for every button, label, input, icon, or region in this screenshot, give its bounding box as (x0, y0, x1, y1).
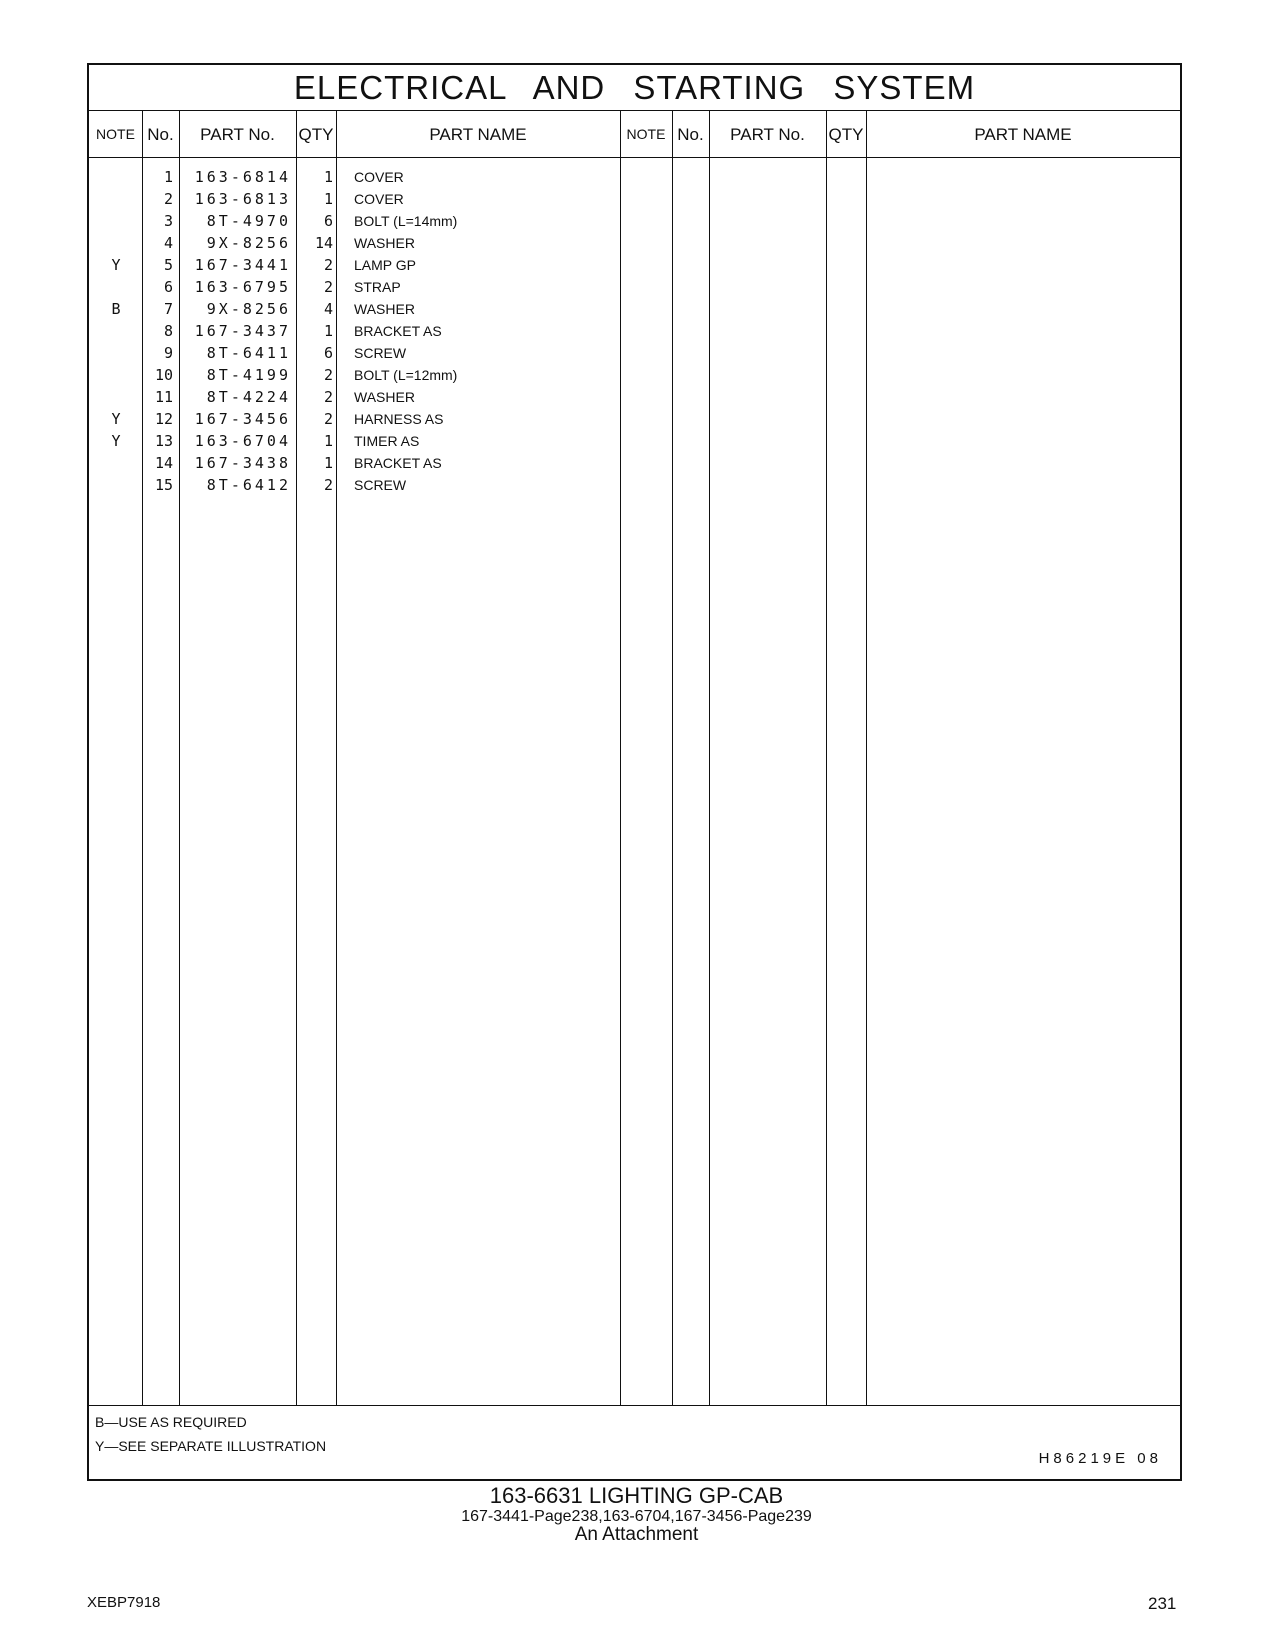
legend-note-y: Y—SEE SEPARATE ILLUSTRATION (95, 1438, 327, 1454)
row-number: 11 (154, 388, 173, 406)
header-qty-left: QTY (296, 111, 336, 158)
row-quantity: 2 (323, 278, 333, 296)
row-quantity: 2 (323, 388, 333, 406)
header-part-name-right: PART NAME (866, 111, 1180, 158)
table-row (89, 320, 649, 343)
table-row (89, 430, 649, 453)
legend-note-b: B—USE AS REQUIRED (95, 1414, 247, 1430)
row-number: 12 (154, 410, 173, 428)
row-part-name: BRACKET AS (354, 455, 442, 471)
row-part-number: 8T-6412 (206, 476, 291, 494)
row-part-name: WASHER (354, 235, 415, 251)
row-quantity: 2 (323, 366, 333, 384)
footer-divider (89, 1405, 1180, 1406)
row-quantity: 1 (323, 454, 333, 472)
parts-sheet (87, 63, 1182, 1481)
row-part-number: 8T-4199 (206, 366, 291, 384)
row-quantity: 6 (323, 212, 333, 230)
header-note-left: NOTE (89, 111, 142, 158)
row-number: 1 (163, 168, 173, 186)
row-part-number: 163-6813 (194, 190, 291, 208)
row-part-name: BRACKET AS (354, 323, 442, 339)
row-note: Y (111, 256, 121, 274)
row-part-name: TIMER AS (354, 433, 420, 449)
row-number: 2 (163, 190, 173, 208)
header-qty-right: QTY (826, 111, 866, 158)
row-part-name: HARNESS AS (354, 411, 444, 427)
header-part-no-right: PART No. (709, 111, 826, 158)
table-row (89, 386, 649, 409)
row-part-number: 163-6795 (194, 278, 291, 296)
table-row (89, 210, 649, 233)
row-part-name: COVER (354, 169, 404, 185)
row-number: 10 (154, 366, 173, 384)
row-part-name: LAMP GP (354, 257, 416, 273)
row-number: 3 (163, 212, 173, 230)
parts-list (89, 158, 1180, 1470)
header-no-right: No. (672, 111, 709, 158)
row-part-number: 167-3441 (194, 256, 291, 274)
header-part-no-left: PART No. (179, 111, 296, 158)
row-part-number: 9X-8256 (206, 300, 291, 318)
table-row (89, 276, 649, 299)
row-number: 8 (163, 322, 173, 340)
table-row (89, 342, 649, 365)
row-number: 7 (163, 300, 173, 318)
row-number: 9 (163, 344, 173, 362)
row-number: 4 (163, 234, 173, 252)
row-quantity: 1 (323, 190, 333, 208)
table-row (89, 408, 649, 431)
header-part-name-left: PART NAME (336, 111, 620, 158)
header-no-left: No. (142, 111, 179, 158)
row-quantity: 2 (323, 256, 333, 274)
header-note-right: NOTE (620, 111, 672, 158)
row-part-name: BOLT (L=14mm) (354, 213, 458, 229)
illustration-code: H86219E 08 (1038, 1450, 1162, 1467)
row-quantity: 2 (323, 476, 333, 494)
row-part-name: WASHER (354, 389, 415, 405)
row-quantity: 1 (323, 168, 333, 186)
row-part-number: 167-3456 (194, 410, 291, 428)
document-id: XEBP7918 (87, 1594, 161, 1611)
row-quantity: 6 (323, 344, 333, 362)
row-note: B (111, 300, 121, 318)
sheet-title: ELECTRICAL AND STARTING SYSTEM (89, 65, 1180, 111)
row-part-number: 8T-4224 (206, 388, 291, 406)
row-part-number: 167-3437 (194, 322, 291, 340)
row-note: Y (111, 410, 121, 428)
row-quantity: 1 (323, 432, 333, 450)
table-row (89, 188, 649, 211)
row-part-name: SCREW (354, 477, 407, 493)
page-number: 231 (1148, 1594, 1177, 1613)
row-number: 13 (154, 432, 173, 450)
row-part-number: 163-6814 (194, 168, 291, 186)
row-note: Y (111, 432, 121, 450)
row-quantity: 2 (323, 410, 333, 428)
row-quantity: 1 (323, 322, 333, 340)
row-part-number: 9X-8256 (206, 234, 291, 252)
row-part-number: 167-3438 (194, 454, 291, 472)
row-quantity: 14 (314, 234, 333, 252)
table-row (89, 166, 649, 189)
row-part-name: COVER (354, 191, 404, 207)
row-number: 6 (163, 278, 173, 296)
row-part-name: SCREW (354, 345, 407, 361)
table-row (89, 452, 649, 475)
row-part-number: 163-6704 (194, 432, 291, 450)
group-caption: 163-6631 LIGHTING GP-CAB (489, 1483, 784, 1508)
row-number: 5 (163, 256, 173, 274)
row-number: 14 (154, 454, 173, 472)
row-part-name: WASHER (354, 301, 415, 317)
row-part-number: 8T-4970 (206, 212, 291, 230)
table-row (89, 232, 649, 255)
row-quantity: 4 (323, 300, 333, 318)
attachment-label: An Attachment (574, 1524, 699, 1545)
row-part-name: BOLT (L=12mm) (354, 367, 458, 383)
table-row (89, 474, 649, 497)
table-row (89, 254, 649, 277)
row-part-number: 8T-6411 (206, 344, 291, 362)
row-part-name: STRAP (354, 279, 401, 295)
table-row (89, 364, 649, 387)
row-number: 15 (154, 476, 173, 494)
table-row (89, 298, 649, 321)
page-references: 167-3441-Page238,163-6704,167-3456-Page239 (461, 1508, 812, 1525)
